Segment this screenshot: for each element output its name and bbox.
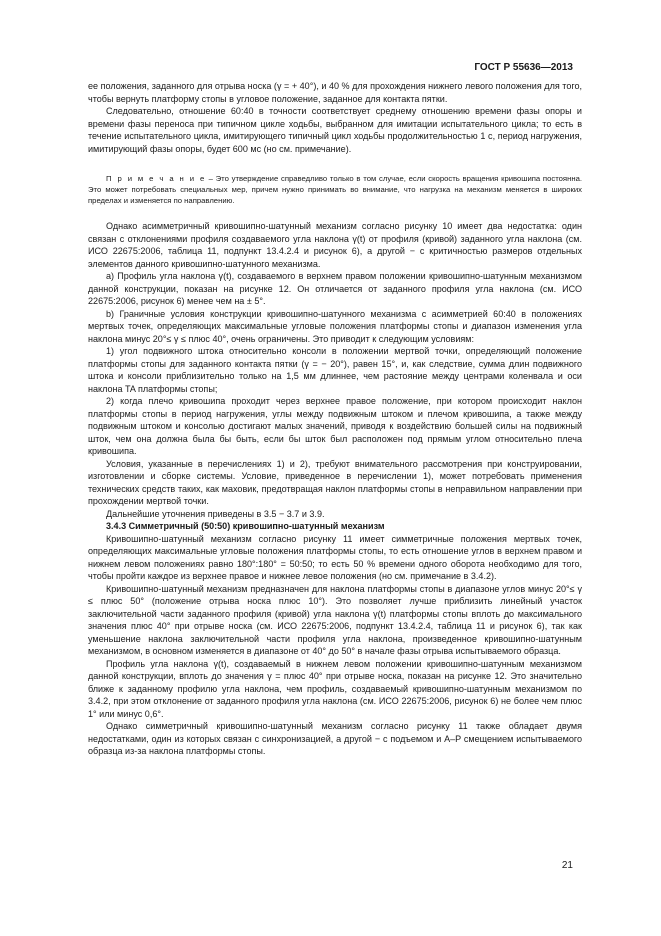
paragraph: Кривошипно-шатунный механизм предназначен для наклона платформы стопы в диапазоне углов минус 20°≤ γ ≤ плюс 50° (положение отрыва носка плюс 10°). Это позволяет лучше приблизить линейный участок заключительной части заданного профиля (кривой) угла наклона γ(t) платформы стопы вплоть до максимального значения плюс 40° при отрыве носка (см. ИСО 22675:2006, подпункт 13.4.2.4, таблица 11 и рисунок 6), так как уменьшение наклона заключительной части профиля угла наклона, произведенное кривошипно-шатунным механизмом, в основном изменяется в диапазоне от 40° до 50° в начале фазы отрыва испытываемого образца. <box>88 583 582 656</box>
document-body <box>88 80 582 758</box>
paragraph: Дальнейшие уточнения приведены в 3.5 − 3.7 и 3.9. <box>106 508 325 519</box>
paragraph: Однако симметричный кривошипно-шатунный механизм согласно рисунку 11 также обладает двумя недостатками, один из которых связан с синхронизацией, а другой − с подъемом и A–P смещением испытываемого образца из-за наклона платформы стопы. <box>88 721 582 756</box>
list-item-b: b) Граничные условия конструкции кривошипно-шатунного механизма с асимметрией 60:40 в положениях мертвых точек, определяющих максимальные угловые положения платформы стопы и диапазон изменения угла наклона минус 20°≤ γ ≤ плюс 40°, очень ограничены. Это приводит к следующим условиям: <box>88 308 582 344</box>
note-text: – Это утверждение справедливо только в том случае, если скорость вращения кривошипа постоянна. Это может потребовать специальных мер, причем нужно принимать во внимание, что нагрузка на механизм меняется в широких пределах и изменяется по направлению. <box>88 174 582 205</box>
list-item-2: 2) когда плечо кривошипа проходит через верхнее правое положение, при котором происходит наклон платформы стопы в период нагружения, углы между подвижным штоком и плечом кривошипа, а также между подвижным штоком и консолью достигают малых значений, приводя к воздействию большей силы на подвижный шток, чем она должна была бы быть, если бы шток был расположен под прямым углом относительно плеча кривошипа. <box>88 396 582 456</box>
note-label: П р и м е ч а н и е <box>106 174 206 183</box>
paragraph: ее положения, заданного для отрыва носка (γ = + 40°), и 40 % для прохождения нижнего левого положения для того, чтобы вернуть платформу стопы в угловое положение, заданное для контакта пятки. <box>88 81 582 104</box>
paragraph: Профиль угла наклона γ(t), создаваемый в нижнем левом положении кривошипно-шатунным механизмом данной конструкции, вплоть до значения γ = плюс 40° при отрыве носка, показан на рисунке 12. Это значительно ближе к заданному профилю угла наклона, чем профиль, создаваемый кривошипно-шатунным механизмом по 3.4.2, при этом отклонение от заданного профиля угла наклона (см. ИСО 22675:2006, рисунок 6) не более чем плюс 1° или минус 0,6°. <box>88 658 582 719</box>
page-number: 21 <box>561 860 573 871</box>
list-item-1: 1) угол подвижного штока относительно консоли в положении мертвой точки, определяющий положение платформы стопы для заданного контакта пятки (γ = − 20°), равен 15°, и, как следствие, сумма длин подвижного штока и консоли приблизительно только на 1,5 мм длиннее, чем растояние между центрами коленвала и оси наклона TA платформы стопы; <box>88 346 582 394</box>
page-header-standard: ГОСТ Р 55636—2013 <box>474 62 573 73</box>
paragraph: Однако асимметричный кривошипно-шатунный механизм согласно рисунку 10 имеет два недостатка: один связан с отклонениями профиля создаваемого угла наклона γ(t) от профиля (кривой) заданного угла наклона (см. ИСО 22675:2006, таблица 11, подпункт 13.4.2.4 и рисунок 6), а другой − с критичностью размеров отдельных элементов данного кривошипно-шатунного механизма. <box>88 221 582 269</box>
section-heading: 3.4.3 Симметричный (50:50) кривошипно-шатунный механизм <box>106 521 385 531</box>
paragraph: Кривошипно-шатунный механизм согласно рисунку 11 имеет симметричные положения мертвых точек, определяющих максимальные угловые положения платформы стопы, то есть отношение углов в верхнем правом и нижнем левом положениях равно 180°:180° = 50:50; то есть 50 % времени одного оборота необходимо для того, чтобы пройти каждое из верхнее правое и нижнее левое положения (но см. примечание в 3.4.2). <box>88 533 582 581</box>
list-item-a: a) Профиль угла наклона γ(t), создаваемого в верхнем правом положении кривошипно-шатунным механизмом данной конструкции, показан на рисунке 12. Он отличается от заданного профиля угла наклона (см. ИСО 22675:2006, рисунок 6) менее чем на ± 5°. <box>88 271 582 306</box>
note <box>88 173 582 206</box>
paragraph: Следовательно, отношение 60:40 в точности соответствует среднему отношению времени фазы опоры и времени фазы переноса при типичном цикле ходьбы, выбранном для имитации испытательного цикла; то есть в течение испытательного цикла, имитирующего типичный цикл ходьбы продолжительностью 1 с, период нагружения, имитирующий фазы опоры, будет 600 мс (но см. примечание). <box>88 106 582 154</box>
paragraph: Условия, указанные в перечислениях 1) и 2), требуют внимательного рассмотрения при конструировании, изготовлении и сборке системы. Условие, приведенное в перечислении 1), может потребовать применения технических средств таких, как маховик, предотвращая наклон платформы стопы в неправильном направлении при прохождении мертвой точки. <box>88 458 582 506</box>
